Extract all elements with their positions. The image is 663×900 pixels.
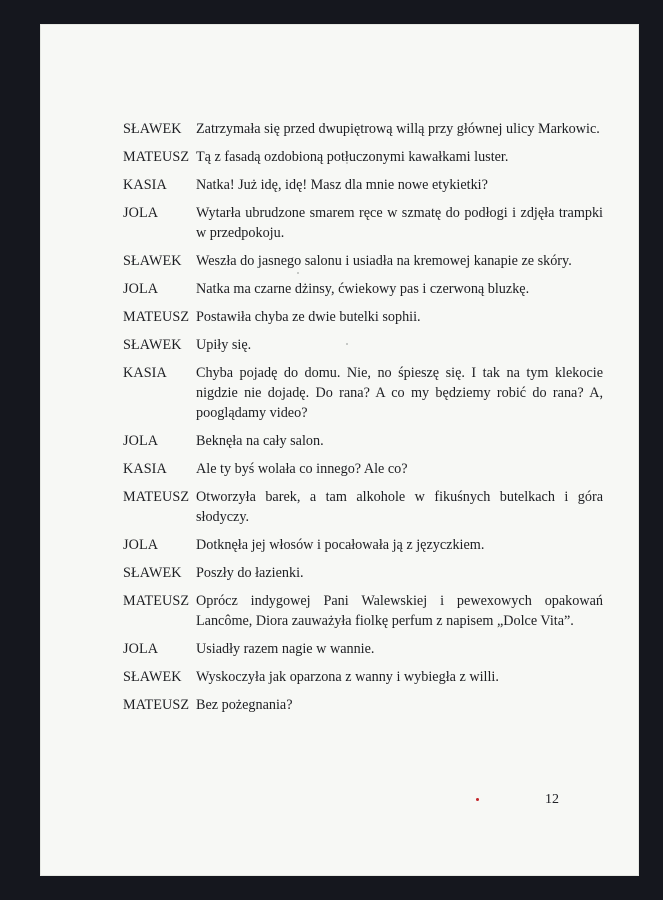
red-dot-mark (476, 798, 479, 801)
dialogue-text: Poszły do łazienki. (196, 565, 304, 581)
dialogue-text: Ale ty byś wolała co innego? Ale co? (196, 461, 408, 477)
dialogue-line (123, 639, 603, 659)
dialogue-line (123, 459, 603, 479)
dialogue-text: Dotknęła jej włosów i pocałowała ją z języczkiem. (196, 537, 485, 553)
dialogue-line (123, 307, 603, 327)
dialogue-text: Oprócz indygowej Pani Walewskiej i pewexowych opakowań Lancôme, Diora zauważyła fiolkę perfum z napisem „Dolce Vita”. (196, 593, 603, 629)
speaker-name: KASIA (123, 177, 167, 193)
dialogue-line (123, 203, 603, 243)
dialogue-text: Usiadły razem nagie w wannie. (196, 641, 375, 657)
dialogue-text: Bez pożegnania? (196, 697, 293, 713)
speaker-name: MATEUSZ (123, 309, 190, 325)
dialogue-text: Tą z fasadą ozdobioną potłuczonymi kawałkami luster. (196, 149, 509, 165)
dialogue-text: Otworzyła barek, a tam alkohole w fikuśnych butelkach i góra słodyczy. (196, 489, 603, 525)
speaker-name: SŁAWEK (123, 121, 182, 137)
page-number: 12 (545, 792, 559, 807)
speaker-name: SŁAWEK (123, 565, 182, 581)
speaker-name: JOLA (123, 433, 159, 449)
dialogue-line (123, 563, 603, 583)
dialogue-line (123, 695, 603, 715)
dialogue-text: Natka! Już idę, idę! Masz dla mnie nowe etykietki? (196, 177, 488, 193)
speaker-name: MATEUSZ (123, 149, 190, 165)
dialogue-line (123, 535, 603, 555)
speaker-name: SŁAWEK (123, 669, 182, 685)
dialogue-line (123, 487, 603, 527)
dialogue-line (123, 591, 603, 631)
speaker-name: JOLA (123, 205, 159, 221)
dialogue-text: Upiły się. (196, 337, 252, 353)
speaker-name: SŁAWEK (123, 337, 182, 353)
dialogue-line (123, 431, 603, 451)
dialogue-text: Wytarła ubrudzone smarem ręce w szmatę do podłogi i zdjęła trampki w przedpokoju. (196, 205, 603, 241)
dialogue-line (123, 363, 603, 423)
speaker-name: MATEUSZ (123, 697, 190, 713)
speaker-name: KASIA (123, 461, 167, 477)
dialogue-text: Zatrzymała się przed dwupiętrową willą przy głównej ulicy Markowic. (196, 121, 600, 137)
dialogue-text: Weszła do jasnego salonu i usiadła na kremowej kanapie ze skóry. (196, 253, 572, 269)
dialogue-text: Chyba pojadę do domu. Nie, no śpieszę się. I tak na tym klekocie nigdzie nie dojadę. Do rana? A co my będziemy robić do rana? A, pooglądamy video? (196, 365, 603, 421)
dialogue-line (123, 251, 603, 271)
speaker-name: JOLA (123, 641, 159, 657)
dialogue-line (123, 175, 603, 195)
dialogue-line (123, 667, 603, 687)
dialogue-line (123, 335, 603, 355)
speaker-name: SŁAWEK (123, 253, 182, 269)
speaker-name: MATEUSZ (123, 593, 190, 609)
dialogue-text: Wyskoczyła jak oparzona z wanny i wybiegła z willi. (196, 669, 499, 685)
dialogue-text: Beknęła na cały salon. (196, 433, 324, 449)
dialogue-text: Natka ma czarne dżinsy, ćwiekowy pas i czerwoną bluzkę. (196, 281, 530, 297)
speaker-name: JOLA (123, 537, 159, 553)
dialogue-line (123, 279, 603, 299)
dialogue-line (123, 147, 603, 167)
dialogue-text: Postawiła chyba ze dwie butelki sophii. (196, 309, 421, 325)
speaker-name: JOLA (123, 281, 159, 297)
speaker-name: KASIA (123, 365, 167, 381)
dialogue-script (123, 119, 603, 723)
dialogue-line (123, 119, 603, 139)
script-page (40, 24, 639, 876)
speaker-name: MATEUSZ (123, 489, 190, 505)
